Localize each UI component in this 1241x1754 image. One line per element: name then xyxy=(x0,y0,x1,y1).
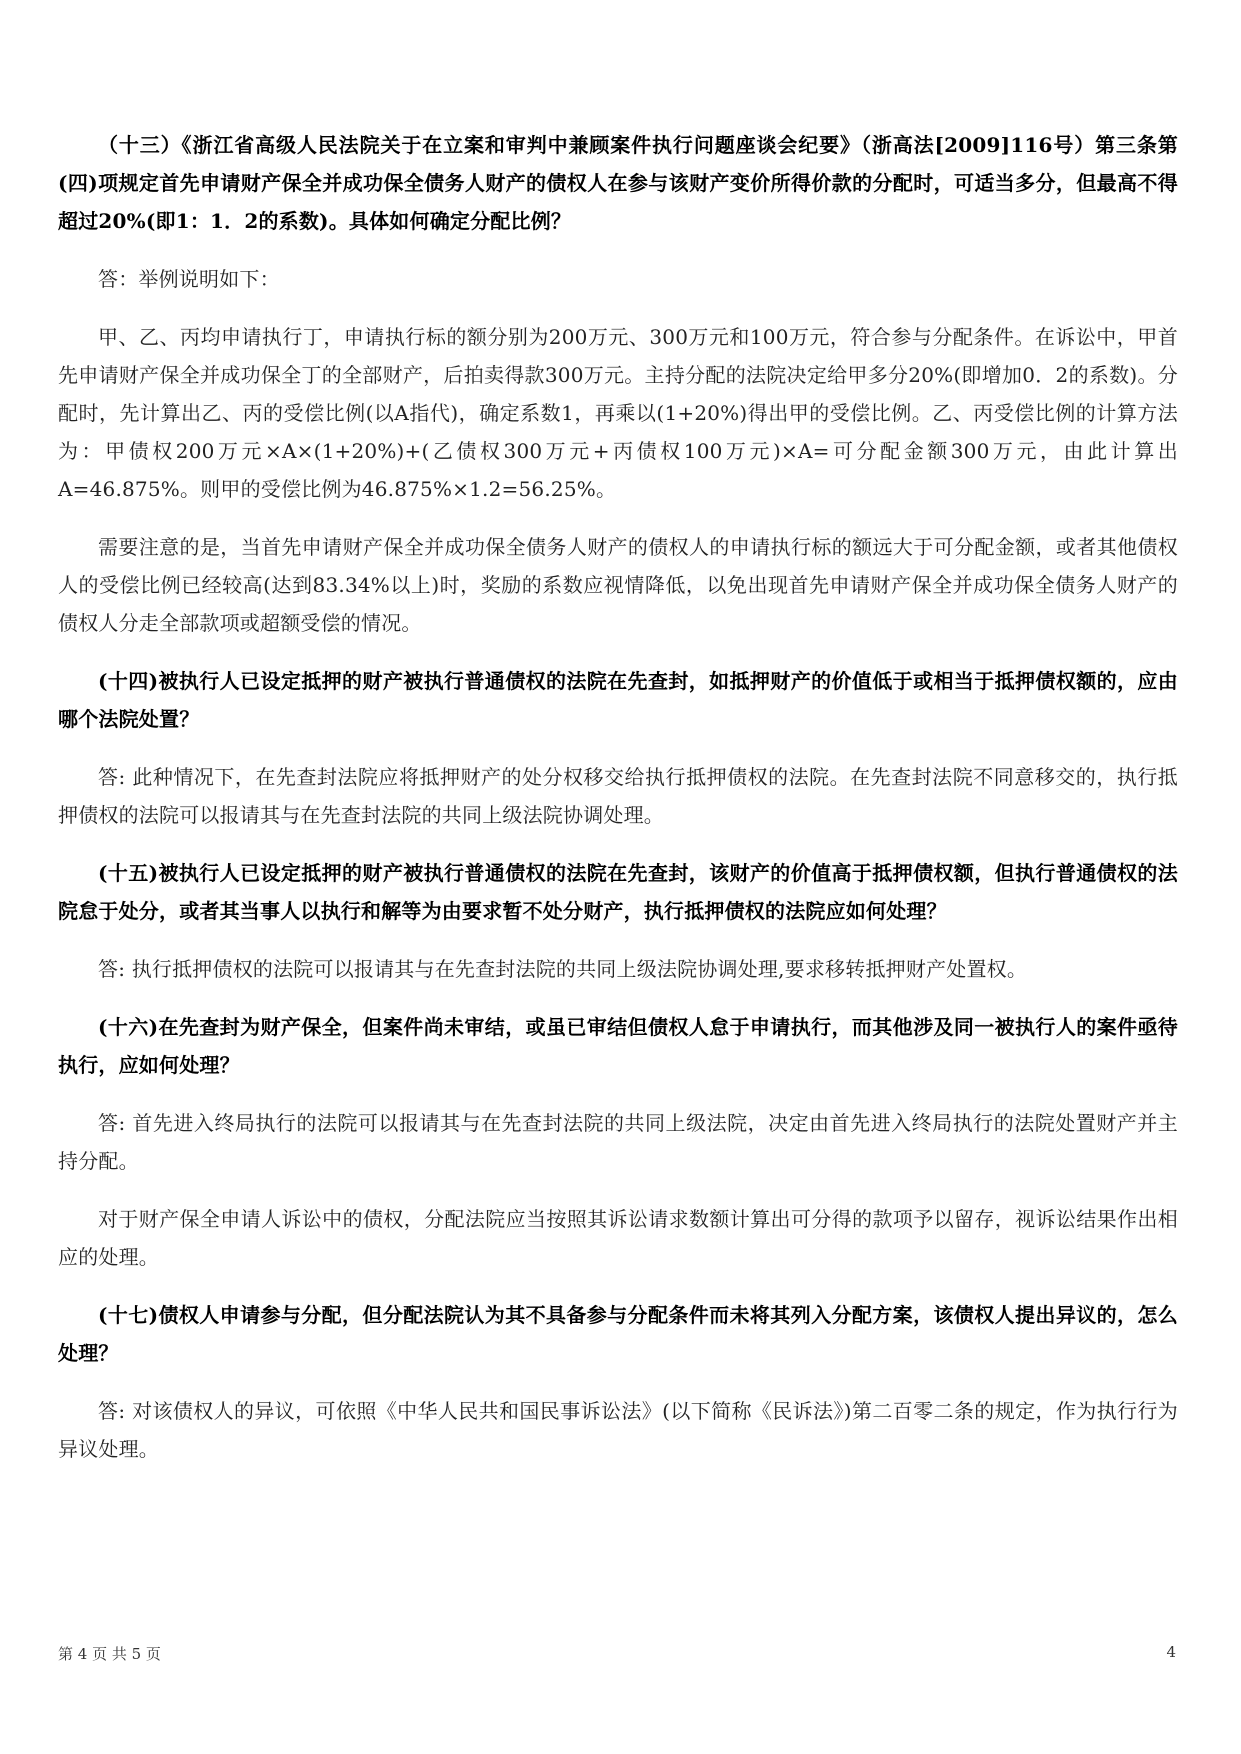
question-16: (十六)在先查封为财产保全，但案件尚未审结，或虽已审结但债权人怠于申请执行，而其他涉及同一被执行人的案件亟待执行，应如何处理？ xyxy=(58,1015,1178,1077)
answer-16-note: 对于财产保全申请人诉讼中的债权，分配法院应当按照其诉讼请求数额计算出可分得的款项予以留存，视诉讼结果作出相应的处理。 xyxy=(58,1207,1178,1269)
answer-13-example: 甲、乙、丙均申请执行丁，申请执行标的额分别为200万元、300万元和100万元，符合参与分配条件。在诉讼中，甲首先申请财产保全并成功保全丁的全部财产，后拍卖得款300万元。主持分配的法院决定给甲多分20%(即增加0．2的系数)。分配时，先计算出乙、丙的受偿比例(以A指代)，确定系数1，再乘以(1+20%)得出甲的受偿比例。乙、丙受偿比例的计算方法为：甲债权200万元×A×(1+20%)+(乙债权300万元+丙债权100万元)×A=可分配金额300万元，由此计算出A=46.875%。则甲的受偿比例为46.875%×1.2=56.25%。 xyxy=(58,325,1178,501)
question-14: (十四)被执行人已设定抵押的财产被执行普通债权的法院在先查封，如抵押财产的价值低于或相当于抵押债权额的，应由哪个法院处置？ xyxy=(58,669,1178,731)
footer-page-label: 第 4 页 共 5 页 xyxy=(58,1645,161,1663)
document-body xyxy=(58,126,1178,1468)
answer-13-intro: 答：举例说明如下： xyxy=(98,267,280,291)
answer-17: 答: 对该债权人的异议，可依照《中华人民共和国民事诉讼法》(以下简称《民诉法》)第二百零二条的规定，作为执行行为异议处理。 xyxy=(58,1399,1178,1461)
question-17: (十七)债权人申请参与分配，但分配法院认为其不具备参与分配条件而未将其列入分配方案，该债权人提出异议的，怎么处理？ xyxy=(58,1303,1178,1365)
answer-16: 答: 首先进入终局执行的法院可以报请其与在先查封法院的共同上级法院，决定由首先进入终局执行的法院处置财产并主持分配。 xyxy=(58,1111,1178,1173)
question-13: （十三）《浙江省高级人民法院关于在立案和审判中兼顾案件执行问题座谈会纪要》（浙高法[2009]116号）第三条第(四)项规定首先申请财产保全并成功保全债务人财产的债权人在参与该财产变价所得价款的分配时，可适当多分，但最高不得超过20%(即1：1．2的系数)。具体如何确定分配比例？ xyxy=(58,133,1178,233)
footer-page-number: 4 xyxy=(1166,1643,1176,1661)
answer-14: 答: 此种情况下，在先查封法院应将抵押财产的处分权移交给执行抵押债权的法院。在先查封法院不同意移交的，执行抵押债权的法院可以报请其与在先查封法院的共同上级法院协调处理。 xyxy=(58,765,1178,827)
answer-13-note: 需要注意的是，当首先申请财产保全并成功保全债务人财产的债权人的申请执行标的额远大于可分配金额，或者其他债权人的受偿比例已经较高(达到83.34%以上)时，奖励的系数应视情降低，以免出现首先申请财产保全并成功保全债务人财产的债权人分走全部款项或超额受偿的情况。 xyxy=(58,535,1178,635)
question-15: (十五)被执行人已设定抵押的财产被执行普通债权的法院在先查封，该财产的价值高于抵押债权额，但执行普通债权的法院怠于处分，或者其当事人以执行和解等为由要求暂不处分财产，执行抵押债权的法院应如何处理？ xyxy=(58,861,1178,923)
answer-15: 答: 执行抵押债权的法院可以报请其与在先查封法院的共同上级法院协调处理,要求移转抵押财产处置权。 xyxy=(98,957,1028,981)
